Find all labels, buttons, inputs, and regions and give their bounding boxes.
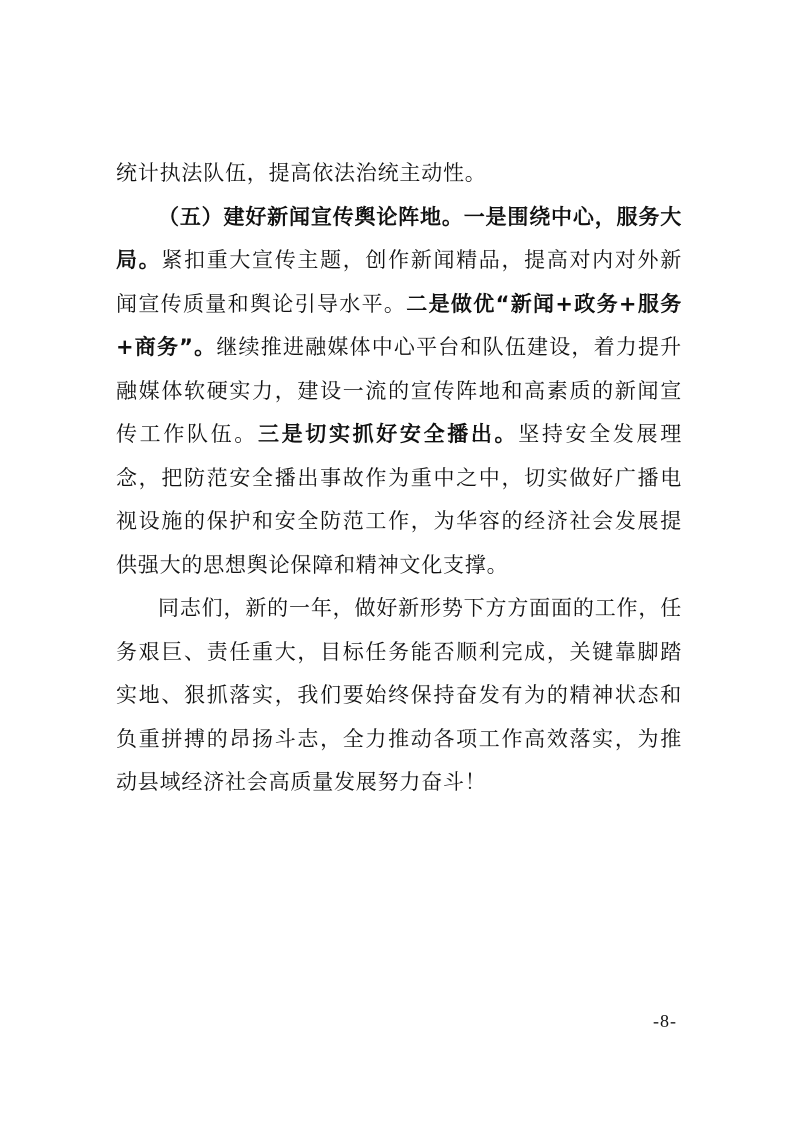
paragraph-closing xyxy=(116,587,682,805)
closing-text: 同志们，新的一年，做好新形势下方方面面的工作，任务艰巨、责任重大，目标任务能否顺利完成，关键靠脚踏实地、狠抓落实，我们要始终保持奋发有为的精神状态和负重拼搏的昂扬斗志，全力推动各项工作高效落实，为推动县域经济社会高质量发展努力奋斗！ xyxy=(116,596,682,794)
paragraph-section-five xyxy=(116,196,682,588)
section-heading: （五）建好新闻宣传舆论阵地。 xyxy=(158,204,464,229)
text-segment: 统计执法队伍，提高依法治统主动性。 xyxy=(116,161,487,185)
point-three-heading: 三是切实抓好安全播出。 xyxy=(257,422,519,446)
point-one-text: 紧扣重大宣传主题，创作新闻精品，提高对内对外新闻宣传质量和舆论引导水平。 xyxy=(116,248,682,316)
point-three-text: 坚持安全发展理念，把防范安全播出事故作为重中之中，切实做好广播电视设施的保护和安全防范工作，为华容的经济社会发展提供强大的思想舆论保障和精神文化支撑。 xyxy=(116,422,682,577)
paragraph-continued xyxy=(116,152,682,196)
point-two-text: 继续推进融媒体中心平台和队伍建设，着力提升融媒体软硬实力，建设一流的宣传阵地和高素质的新闻宣传工作队伍。 xyxy=(116,335,682,446)
document-body xyxy=(116,152,682,805)
point-one-heading: 一是围绕中心，服务大局。 xyxy=(116,204,682,272)
point-two-heading: 二是做优“新闻+政务+服务+商务”。 xyxy=(116,291,682,359)
page-number: -8- xyxy=(653,1011,677,1031)
